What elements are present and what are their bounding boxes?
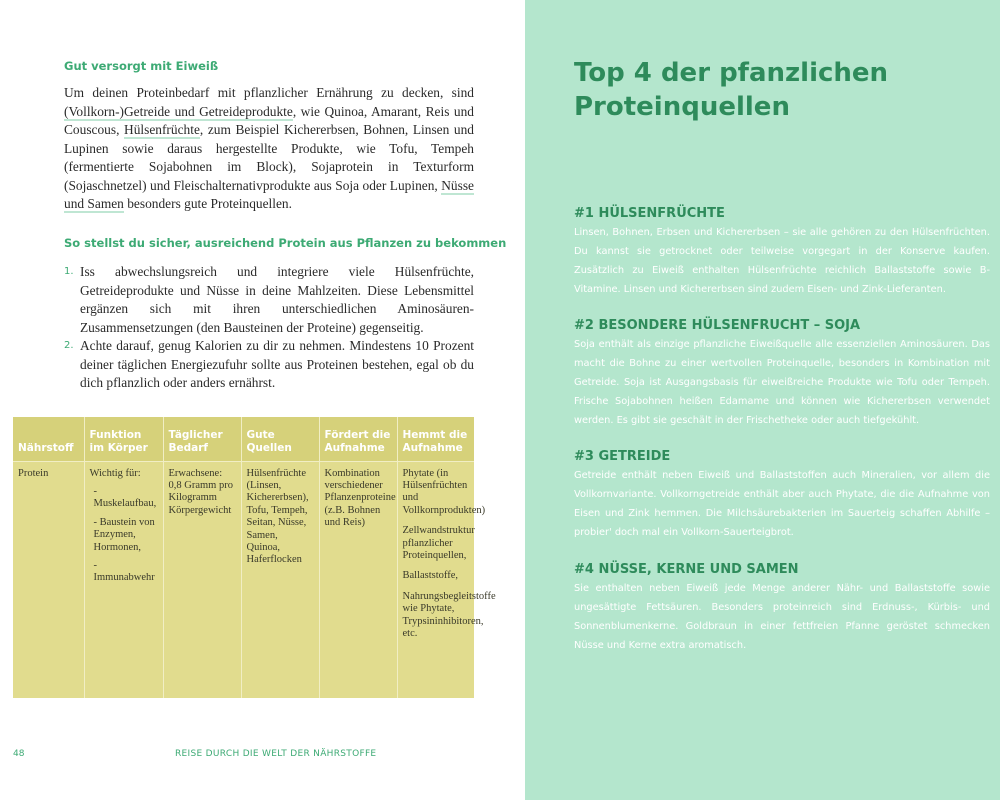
nutrient-table [13, 417, 496, 698]
intro-text-1: Um deinen Proteinbedarf mit pflanzlicher Ernährung zu decken, sind [64, 85, 474, 100]
page-number: 48 [13, 749, 25, 759]
header-funktion: Funktion im Körper [84, 417, 163, 461]
list-item [64, 263, 474, 337]
list-item [64, 337, 474, 393]
table-header-row [13, 417, 474, 461]
section-text-getreide: Getreide enthält neben Eiweiß und Ballaststoffen auch Mineralien, vor allem die Vollkornvariante. Vollkorngetreide enthält aber auch Phytate, die die Aufnahme von Eisen und Zink hemmen. Die Milchsäurebakterien im Sauerteig schaffen Abhilfe – probier' doch mal ein Vollkorn-Sauerteigbrot. [574, 470, 990, 538]
header-hemmt: Hemmt die Aufnahme [397, 417, 474, 461]
funktion-item: - Baustein von Enzymen, Hormonen, [93, 516, 155, 553]
highlight-nuesse-samen: Nüsse und Samen [64, 177, 474, 211]
list-item-text: Achte darauf, genug Kalorien zu dir zu nehmen. Mindestens 10 Prozent deiner täglichen Energiezufuhr sollte aus Proteinen bestehen, egal ob du dich pflanzlich oder anders ernährst. [80, 338, 474, 390]
section-heading-soja: #2 BESONDERE HÜLSENFRUCHT – SOJA [574, 318, 861, 333]
list-item-text: Iss abwechslungsreich und integriere viele Hülsenfrüchte, Getreideprodukte und Nüsse in deine Mahlzeiten. Diese Lebensmittel ergänzen sich mit ihren unterschiedlichen Aminosäuren-Zusammensetzungen (den Bausteinen der Proteine) gegenseitig. [80, 264, 474, 335]
cell-foerdert: Kombination verschiedener Pflanzenproteine (z.B. Bohnen und Reis) [319, 461, 397, 698]
cell-quellen: Hülsenfrüchte (Linsen, Kichererbsen), Tofu, Tempeh, Seitan, Nüsse, Samen, Quinoa, Haferflocken [241, 461, 319, 698]
list-number: 2. [64, 340, 74, 351]
tips-list [64, 263, 474, 393]
section-text-nuesse: Sie enthalten neben Eiweiß jede Menge anderer Nähr- und Ballaststoffe sowie ungesättigte Fettsäuren. Besonders proteinreich sind Erdnuss-, Kürbis- und Sonnenblumenkerne. Goldbraun in einer fettfreien Pfanne geröstet schmecken Nüsse und Kerne extra aromatisch. [574, 583, 990, 651]
section-heading-protein-supply: Gut versorgt mit Eiweiß [64, 59, 219, 73]
right-page [525, 0, 1000, 800]
highlight-huelsenfruechte: Hülsenfrüchte [124, 122, 200, 137]
table-row [13, 461, 474, 698]
funktion-item: - Muskelaufbau, [93, 485, 157, 510]
intro-paragraph [64, 84, 474, 214]
funktion-item: - Immunabwehr [93, 559, 155, 584]
highlight-getreide: (Vollkorn-)Getreide und Getreideprodukte [64, 103, 293, 119]
section-text-soja: Soja enthält als einzige pflanzliche Eiweißquelle alle essenziellen Aminosäuren. Das macht die Bohne zu einer wertvollen Proteinquelle, besonders in Kombination mit Getreide. Soja ist Ausgangsbasis für eiweißreiche Produkte wie Tofu oder Tempeh. Frische Sojabohnen heißen Edamame und können wie Kichererbsen verwendet werden. Es gibt sie geschält in der Frischetheke oder auch tiefgekühlt. [574, 339, 990, 426]
list-number: 1. [64, 266, 74, 277]
intro-text-3: , zum Beispiel Kichererbsen, Bohnen, Linsen und Lupinen sowie daraus hergestellte Produkte, wie Tofu, Tempeh (fermentierte Sojabohnen im Block), Sojaprotein in Texturform (Sojaschnetzel) und Fleischalternativprodukte aus Soja oder Lupinen, [64, 122, 474, 193]
cell-funktion [84, 461, 163, 698]
header-quellen: Gute Quellen [241, 417, 319, 461]
section-heading-tips: So stellst du sicher, ausreichend Protein aus Pflanzen zu bekommen [64, 236, 507, 250]
hemmt-item: Phytate (in Hülsenfrüchten und Vollkornprodukten) [402, 467, 486, 516]
header-naehrstoff: Nährstoff [13, 417, 84, 461]
section-text-huelsenfruechte: Linsen, Bohnen, Erbsen und Kichererbsen – sie alle gehören zu den Hülsenfrüchten. Du kannst sie getrocknet oder teilweise vorgegart in der Konserve kaufen. Zusätzlich zu Eiweiß enthalten Hülsenfrüchte reichlich Ballaststoffe sowie B-Vitamine. Linsen und Kichererbsen sind zudem Eisen- und Zink-Lieferanten. [574, 227, 990, 295]
cell-bedarf: Erwachsene: 0,8 Gramm pro Kilogramm Körpergewicht [163, 461, 241, 698]
cell-hemmt [397, 461, 496, 698]
section-heading-getreide: #3 GETREIDE [574, 449, 671, 464]
intro-text-4: besonders gute Proteinquellen. [123, 196, 292, 211]
intro-text-2: , wie Quinoa, Amarant, Reis und Couscous, [64, 103, 474, 137]
page-title: Top 4 der pfanzlichen Proteinquellen [574, 58, 889, 122]
funktion-intro: Wichtig für: [89, 467, 141, 479]
section-heading-nuesse: #4 NÜSSE, KERNE UND SAMEN [574, 562, 799, 577]
funktion-list [90, 486, 158, 585]
header-foerdert: Fördert die Aufnahme [319, 417, 397, 461]
section-heading-huelsenfruechte: #1 HÜLSENFRÜCHTE [574, 206, 725, 221]
cell-naehrstoff: Protein [13, 461, 84, 698]
hemmt-item: Nahrungsbegleitstoffe wie Phytate, Trypsininhibitoren, etc. [402, 590, 496, 639]
running-footer: REISE DURCH DIE WELT DER NÄHRSTOFFE [175, 749, 377, 759]
hemmt-item: Zellwandstruktur pflanzlicher Proteinquellen, [402, 525, 475, 561]
header-bedarf: Täglicher Bedarf [163, 417, 241, 461]
hemmt-item: Ballaststoffe, [402, 570, 459, 582]
